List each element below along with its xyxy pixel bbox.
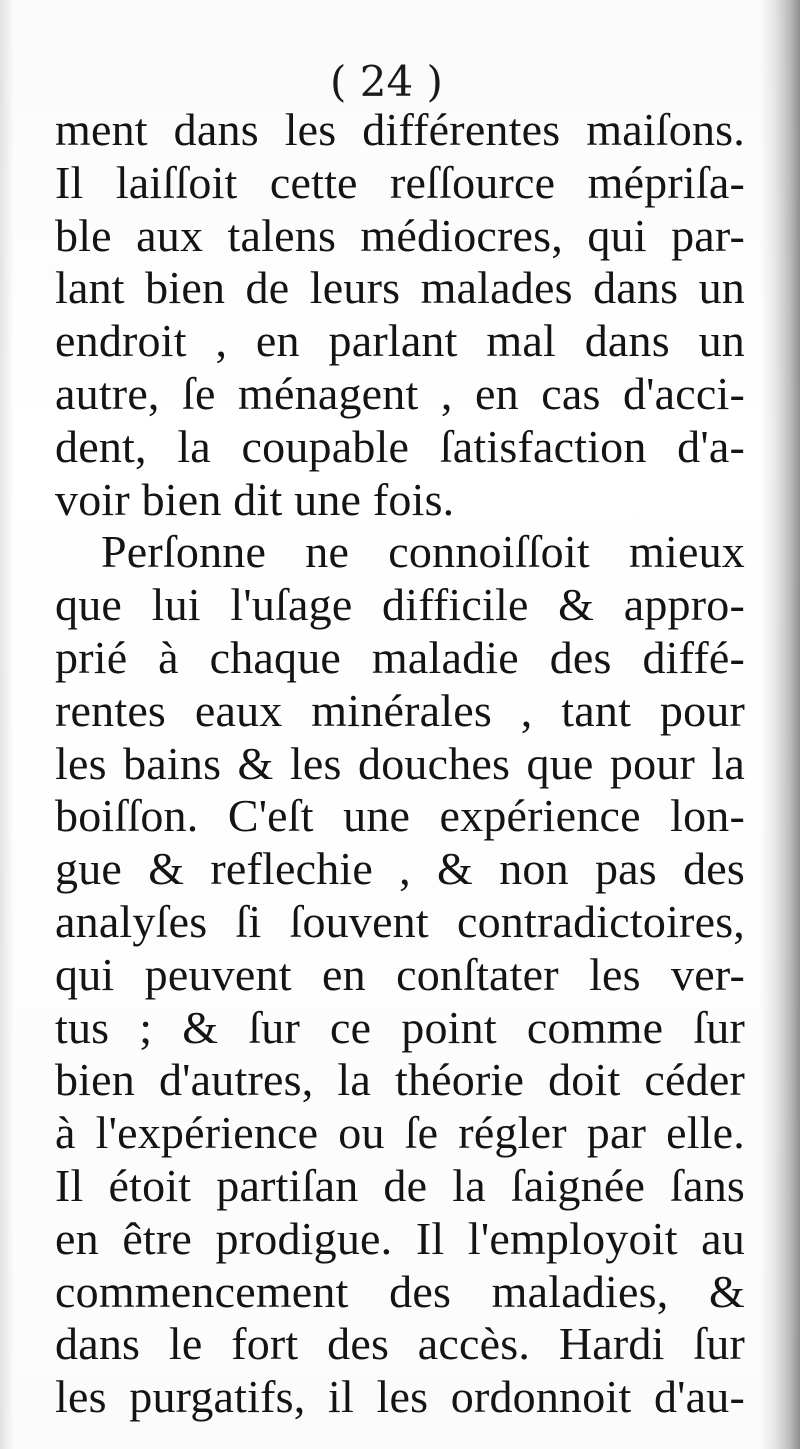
text-line: les purgatifs, il les ordonnoit d'au- — [55, 1371, 745, 1423]
text-line: lant bien de leurs malades dans un — [55, 262, 745, 314]
text-line: ment dans les différentes maiſons. — [55, 104, 745, 155]
text-line: boiſſon. C'eſt une expérience lon- — [55, 790, 745, 842]
text-line: analyſes ſi ſouvent contradictoires, — [55, 895, 745, 947]
text-line: gue & reflechie , & non pas des — [55, 843, 745, 895]
text-line: dent, la coupable ſatisfaction d'a- — [55, 420, 745, 472]
text-line-paragraph-start: Perſonne ne connoiſſoit mieux — [101, 526, 745, 578]
text-line: commencement des maladies, & — [55, 1265, 745, 1317]
text-line: que lui l'uſage difficile & appro- — [55, 579, 745, 631]
page-gutter-shadow — [0, 0, 14, 1449]
text-line: tus ; & ſur ce point comme ſur — [55, 1001, 745, 1053]
text-line-paragraph-end: voir bien dit une fois. — [55, 473, 455, 525]
text-line: Il étoit partiſan de la ſaignée ſans — [55, 1159, 745, 1211]
text-line: bien d'autres, la théorie doit céder — [55, 1054, 745, 1106]
text-line: prié à chaque maladie des diffé- — [55, 631, 745, 683]
text-line: Il laiſſoit cette reſſource mépriſa- — [55, 156, 745, 208]
text-line: dans le fort des accès. Hardi ſur — [55, 1318, 745, 1370]
text-line: les bains & les douches que pour la — [55, 737, 745, 789]
text-line: en être prodigue. Il l'employoit au — [55, 1212, 745, 1264]
text-line: endroit , en parlant mal dans un — [55, 315, 745, 367]
page-number: ( 24 ) — [330, 57, 443, 106]
text-line: rentes eaux minérales , tant pour — [55, 684, 745, 736]
text-line: ble aux talens médiocres, qui par- — [55, 209, 745, 261]
text-line: autre, ſe ménagent , en cas d'acci- — [55, 367, 745, 419]
body-text — [55, 104, 745, 1424]
text-line: qui peuvent en conſtater les ver- — [55, 948, 745, 1000]
text-line: à l'expérience ou ſe régler par elle. — [55, 1107, 745, 1159]
